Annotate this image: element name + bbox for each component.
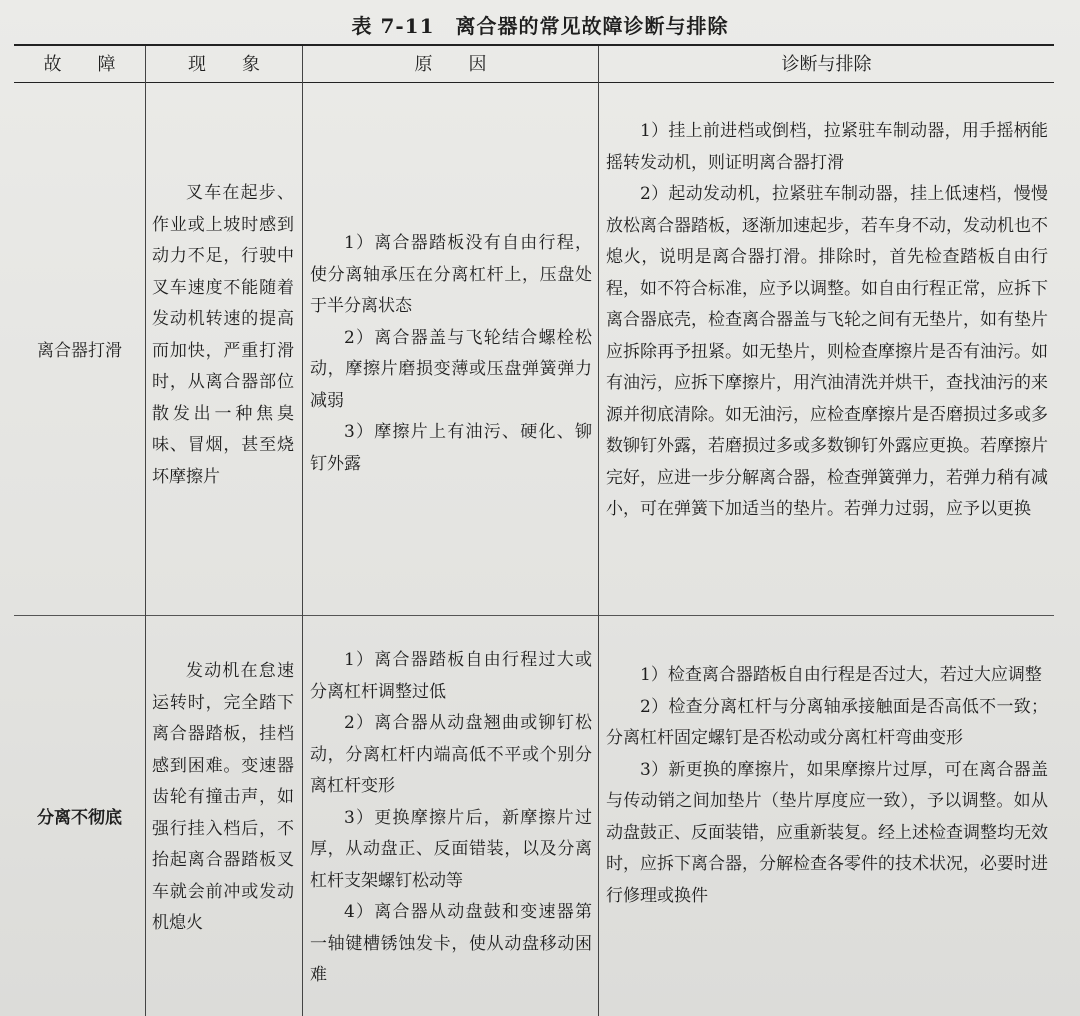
row-divider xyxy=(14,615,1054,616)
cause-cell xyxy=(310,645,592,992)
diagnosis-item: 1）检查离合器踏板自由行程是否过大，若过大应调整 xyxy=(640,665,1042,685)
diagnosis-item: 1）挂上前进档或倒档，拉紧驻车制动器，用手摇柄能摇转发动机，则证明离合器打滑 xyxy=(606,121,1048,173)
phenomenon-cell: 叉车在起步、作业或上坡时感到动力不足，行驶中叉车速度不能随着发动机转速的提高而加快，严重打滑时，从离合器部位散发出一种焦臭味、冒烟，甚至烧坏摩擦片 xyxy=(152,183,294,487)
table-title: 表 7-11 离合器的常见故障诊断与排除 xyxy=(351,14,729,38)
column-divider xyxy=(598,46,599,1016)
column-divider xyxy=(145,46,146,1016)
diagnosis-item: 3）新更换的摩擦片，如果摩擦片过厚，可在离合器盖与传动销之间加垫片（垫片厚度应一致），予以调整。如从动盘鼓正、反面装错，应重新装复。经上述检查调整均无效时，应拆下离合器，分解检查各零件的技术状况，必要时进行修理或换件 xyxy=(606,759,1048,906)
header-cause: 原 因 xyxy=(414,54,487,75)
diagnosis-cell xyxy=(606,116,1048,526)
header-diagnosis: 诊断与排除 xyxy=(781,54,872,75)
header-rule xyxy=(14,82,1054,83)
fault-cell: 分离不彻底 xyxy=(37,808,122,828)
fault-cell: 离合器打滑 xyxy=(37,341,122,361)
cause-item: 2）离合器从动盘翘曲或铆钉松动，分离杠杆内端高低不平或个别分离杠杆变形 xyxy=(310,713,592,796)
cause-item: 3）摩擦片上有油污、硬化、铆钉外露 xyxy=(310,422,592,474)
header-phenomenon: 现 象 xyxy=(188,54,260,75)
cause-item: 3）更换摩擦片后，新摩擦片过厚，从动盘正、反面错装，以及分离杠杆支架螺钉松动等 xyxy=(310,807,592,891)
phenomenon-cell: 发动机在怠速运转时，完全踏下离合器踏板，挂档感到困难。变速器齿轮有撞击声，如强行挂入档后，不抬起离合器踏板叉车就会前冲或发动机熄火 xyxy=(152,661,294,933)
cause-item: 1）离合器踏板自由行程过大或分离杠杆调整过低 xyxy=(310,650,592,702)
cause-cell xyxy=(310,228,592,480)
cause-item: 4）离合器从动盘鼓和变速器第一轴键槽锈蚀发卡，使从动盘移动困难 xyxy=(310,902,592,985)
diagnosis-item: 2）检查分离杠杆与分离轴承接触面是否高低不一致；分离杠杆固定螺钉是否松动或分离杠杆弯曲变形 xyxy=(606,696,1048,748)
cause-item: 2）离合器盖与飞轮结合螺栓松动，摩擦片磨损变薄或压盘弹簧弹力减弱 xyxy=(310,327,592,411)
top-rule xyxy=(14,44,1054,46)
cause-item: 1）离合器踏板没有自由行程，使分离轴承压在分离杠杆上，压盘处于半分离状态 xyxy=(310,233,592,316)
header-fault: 故 障 xyxy=(43,54,116,75)
diagnosis-cell xyxy=(606,660,1048,912)
column-divider xyxy=(302,46,303,1016)
diagnosis-item: 2）起动发动机，拉紧驻车制动器，挂上低速档，慢慢放松离合器踏板，逐渐加速起步，若车身不动，发动机也不熄火，说明是离合器打滑。排除时，首先检查踏板自由行程，如不符合标准，应予以调整。如自由行程正常，应拆下离合器底壳，检查离合器盖与飞轮之间有无垫片，如有垫片应拆除再予扭紧。如无垫片，则检查摩擦片是否有油污。如有油污，应拆下摩擦片，用汽油清洗并烘干，查找油污的来源并彻底清除。如无油污，应检查摩擦片是否磨损过多或多数铆钉外露，若磨损过多或多数铆钉外露应更换。若摩擦片完好，应进一步分解离合器，检查弹簧弹力，若弹力稍有减小，可在弹簧下加适当的垫片。若弹力过弱，应予以更换 xyxy=(606,184,1048,519)
